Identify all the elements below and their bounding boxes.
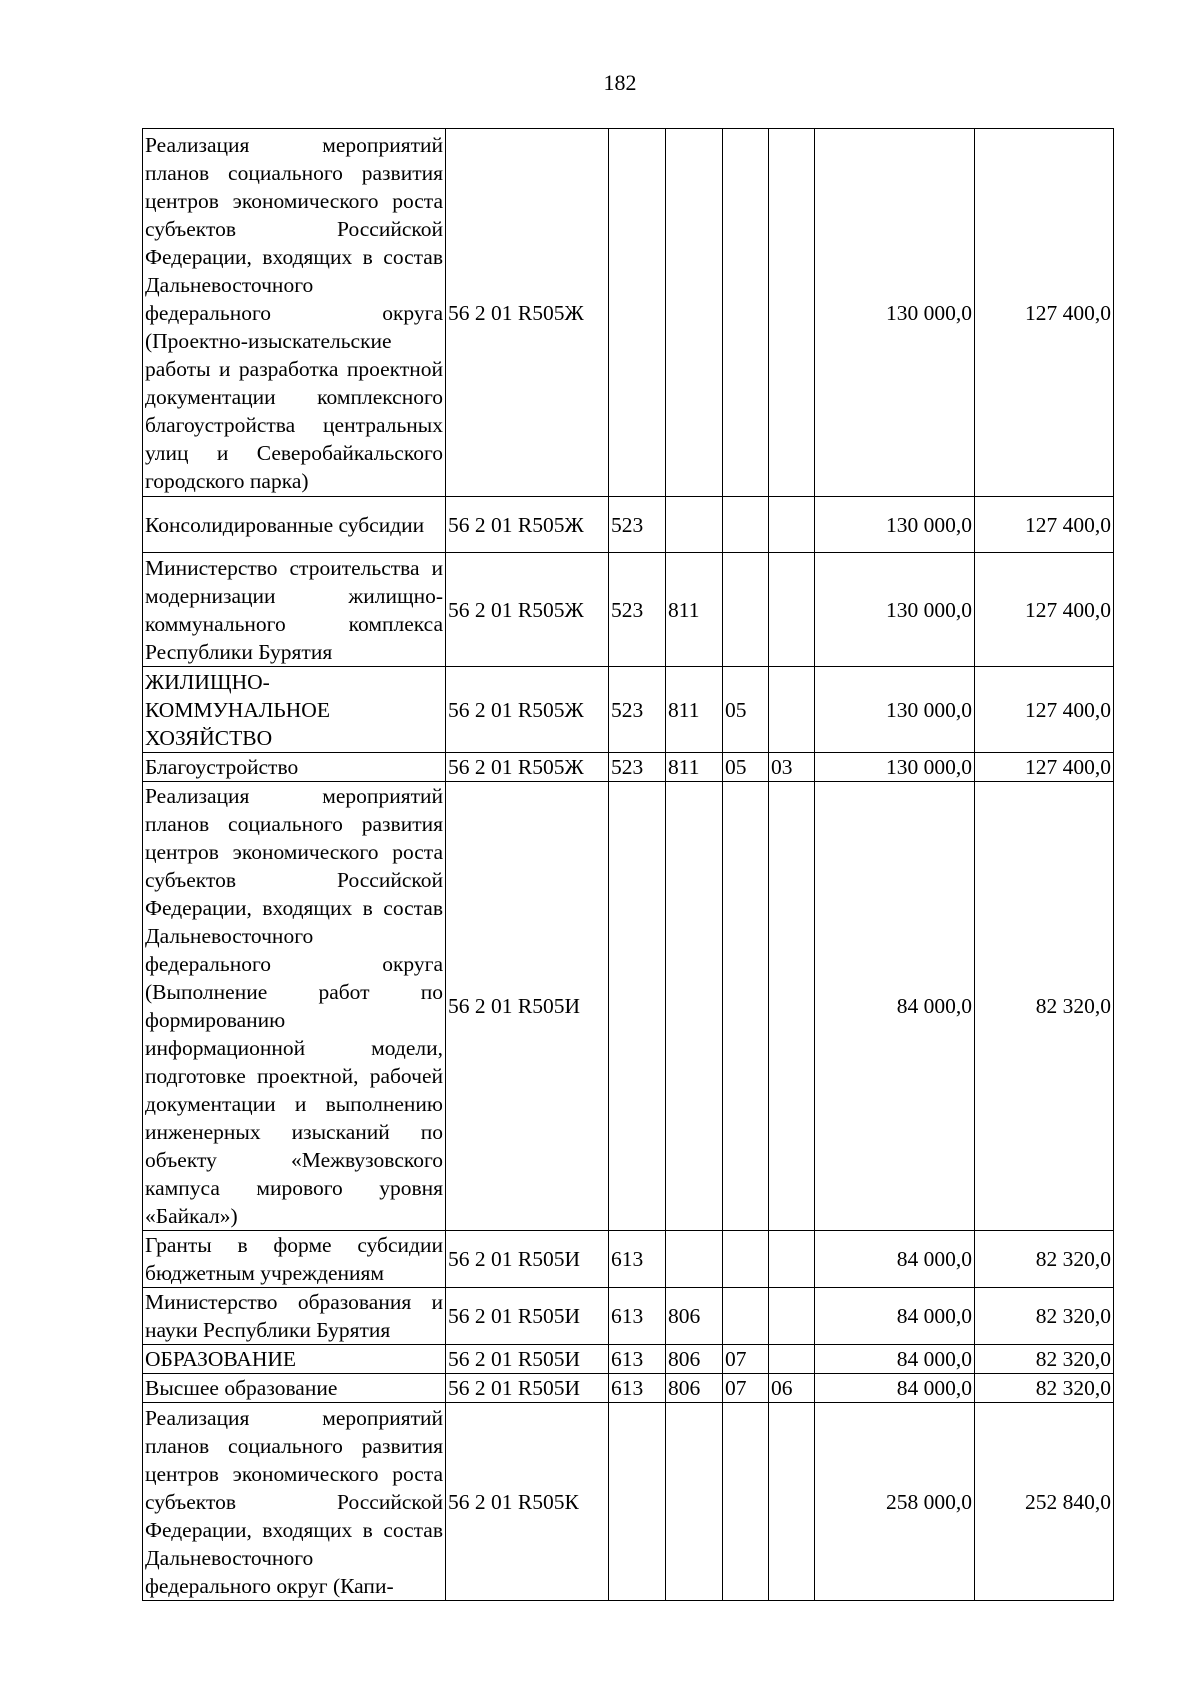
subsection-code bbox=[769, 1231, 815, 1288]
table-row bbox=[143, 667, 1114, 753]
sum-year-2: 127 400,0 bbox=[975, 129, 1114, 497]
target-article-code: 56 2 01 R505И bbox=[446, 1345, 609, 1374]
row-name: Высшее образование bbox=[143, 1374, 446, 1403]
section-code bbox=[723, 497, 769, 553]
subsection-code: 03 bbox=[769, 753, 815, 782]
section-code bbox=[723, 1288, 769, 1345]
table-row bbox=[143, 1403, 1114, 1601]
sum-year-2: 82 320,0 bbox=[975, 1374, 1114, 1403]
row-name: Реализация мероприятий планов социального развития центров экономического роста субъектов Российской Федерации, входящих в состав Дальневосточного федерального округа (Выполнение работ по формированию информационной модели, подготовке проектной, рабочей документации и выполнению инженерных изысканий по объекту «Межвузовского кампуса мирового уровня «Байкал») bbox=[143, 782, 446, 1231]
subsection-code: 06 bbox=[769, 1374, 815, 1403]
expense-type: 613 bbox=[609, 1231, 666, 1288]
expense-type bbox=[609, 782, 666, 1231]
sum-year-1: 130 000,0 bbox=[815, 553, 975, 667]
expense-type bbox=[609, 1403, 666, 1601]
target-article-code: 56 2 01 R505И bbox=[446, 1374, 609, 1403]
sum-year-1: 130 000,0 bbox=[815, 667, 975, 753]
expense-type: 613 bbox=[609, 1345, 666, 1374]
subsection-code bbox=[769, 1403, 815, 1601]
section-code bbox=[723, 553, 769, 667]
row-name: Реализация мероприятий планов социального развития центров экономического роста субъектов Российской Федерации, входящих в состав Дальневосточного федерального округ (Капи- bbox=[143, 1403, 446, 1601]
ministry-code: 806 bbox=[666, 1345, 723, 1374]
target-article-code: 56 2 01 R505Ж bbox=[446, 553, 609, 667]
ministry-code bbox=[666, 129, 723, 497]
target-article-code: 56 2 01 R505И bbox=[446, 782, 609, 1231]
expense-type: 523 bbox=[609, 667, 666, 753]
sum-year-2: 127 400,0 bbox=[975, 553, 1114, 667]
target-article-code: 56 2 01 R505Ж bbox=[446, 753, 609, 782]
ministry-code: 806 bbox=[666, 1288, 723, 1345]
row-name: Благоустройство bbox=[143, 753, 446, 782]
table-row bbox=[143, 1231, 1114, 1288]
expense-type: 523 bbox=[609, 553, 666, 667]
subsection-code bbox=[769, 553, 815, 667]
table-row bbox=[143, 753, 1114, 782]
row-name: Реализация мероприятий планов социального развития центров экономического роста субъектов Российской Федерации, входящих в состав Дальневосточного федерального округа (Проектно-изыскательские работы и разработка проектной документации комплексного благоустройства центральных улиц и Северобайкальского городского парка) bbox=[143, 129, 446, 497]
section-code bbox=[723, 782, 769, 1231]
row-name: ЖИЛИЩНО-КОММУНАЛЬНОЕ ХОЗЯЙСТВО bbox=[143, 667, 446, 753]
section-code bbox=[723, 129, 769, 497]
section-code: 07 bbox=[723, 1345, 769, 1374]
sum-year-2: 82 320,0 bbox=[975, 1345, 1114, 1374]
sum-year-1: 84 000,0 bbox=[815, 1231, 975, 1288]
ministry-code bbox=[666, 1231, 723, 1288]
row-name: Консолидированные субсидии bbox=[143, 497, 446, 553]
ministry-code: 811 bbox=[666, 667, 723, 753]
sum-year-2: 82 320,0 bbox=[975, 782, 1114, 1231]
table-row bbox=[143, 1374, 1114, 1403]
sum-year-1: 84 000,0 bbox=[815, 782, 975, 1231]
sum-year-2: 127 400,0 bbox=[975, 667, 1114, 753]
subsection-code bbox=[769, 497, 815, 553]
subsection-code bbox=[769, 1288, 815, 1345]
table-row bbox=[143, 129, 1114, 497]
section-code bbox=[723, 1403, 769, 1601]
table-row bbox=[143, 1288, 1114, 1345]
row-name: Гранты в форме субсидии бюджетным учреждениям bbox=[143, 1231, 446, 1288]
target-article-code: 56 2 01 R505Ж bbox=[446, 497, 609, 553]
expense-type: 613 bbox=[609, 1288, 666, 1345]
table-row bbox=[143, 553, 1114, 667]
ministry-code: 811 bbox=[666, 553, 723, 667]
ministry-code bbox=[666, 497, 723, 553]
ministry-code bbox=[666, 1403, 723, 1601]
target-article-code: 56 2 01 R505И bbox=[446, 1231, 609, 1288]
section-code: 05 bbox=[723, 753, 769, 782]
budget-table bbox=[142, 128, 1114, 1601]
expense-type: 523 bbox=[609, 497, 666, 553]
subsection-code bbox=[769, 782, 815, 1231]
sum-year-1: 130 000,0 bbox=[815, 753, 975, 782]
section-code bbox=[723, 1231, 769, 1288]
target-article-code: 56 2 01 R505И bbox=[446, 1288, 609, 1345]
sum-year-1: 84 000,0 bbox=[815, 1374, 975, 1403]
page-number: 182 bbox=[603, 70, 637, 95]
sum-year-1: 84 000,0 bbox=[815, 1345, 975, 1374]
row-name: Министерство строительства и модернизации жилищно-коммунального комплекса Республики Бурятия bbox=[143, 553, 446, 667]
ministry-code bbox=[666, 782, 723, 1231]
ministry-code: 811 bbox=[666, 753, 723, 782]
sum-year-1: 84 000,0 bbox=[815, 1288, 975, 1345]
target-article-code: 56 2 01 R505Ж bbox=[446, 129, 609, 497]
sum-year-1: 130 000,0 bbox=[815, 497, 975, 553]
table-row bbox=[143, 782, 1114, 1231]
subsection-code bbox=[769, 129, 815, 497]
sum-year-1: 258 000,0 bbox=[815, 1403, 975, 1601]
expense-type bbox=[609, 129, 666, 497]
ministry-code: 806 bbox=[666, 1374, 723, 1403]
row-name: Министерство образования и науки Республики Бурятия bbox=[143, 1288, 446, 1345]
sum-year-2: 82 320,0 bbox=[975, 1231, 1114, 1288]
target-article-code: 56 2 01 R505Ж bbox=[446, 667, 609, 753]
section-code: 05 bbox=[723, 667, 769, 753]
section-code: 07 bbox=[723, 1374, 769, 1403]
sum-year-2: 127 400,0 bbox=[975, 753, 1114, 782]
subsection-code bbox=[769, 667, 815, 753]
expense-type: 613 bbox=[609, 1374, 666, 1403]
target-article-code: 56 2 01 R505К bbox=[446, 1403, 609, 1601]
sum-year-2: 252 840,0 bbox=[975, 1403, 1114, 1601]
expense-type: 523 bbox=[609, 753, 666, 782]
sum-year-1: 130 000,0 bbox=[815, 129, 975, 497]
table-row bbox=[143, 1345, 1114, 1374]
sum-year-2: 127 400,0 bbox=[975, 497, 1114, 553]
row-name: ОБРАЗОВАНИЕ bbox=[143, 1345, 446, 1374]
table-row bbox=[143, 497, 1114, 553]
subsection-code bbox=[769, 1345, 815, 1374]
sum-year-2: 82 320,0 bbox=[975, 1288, 1114, 1345]
